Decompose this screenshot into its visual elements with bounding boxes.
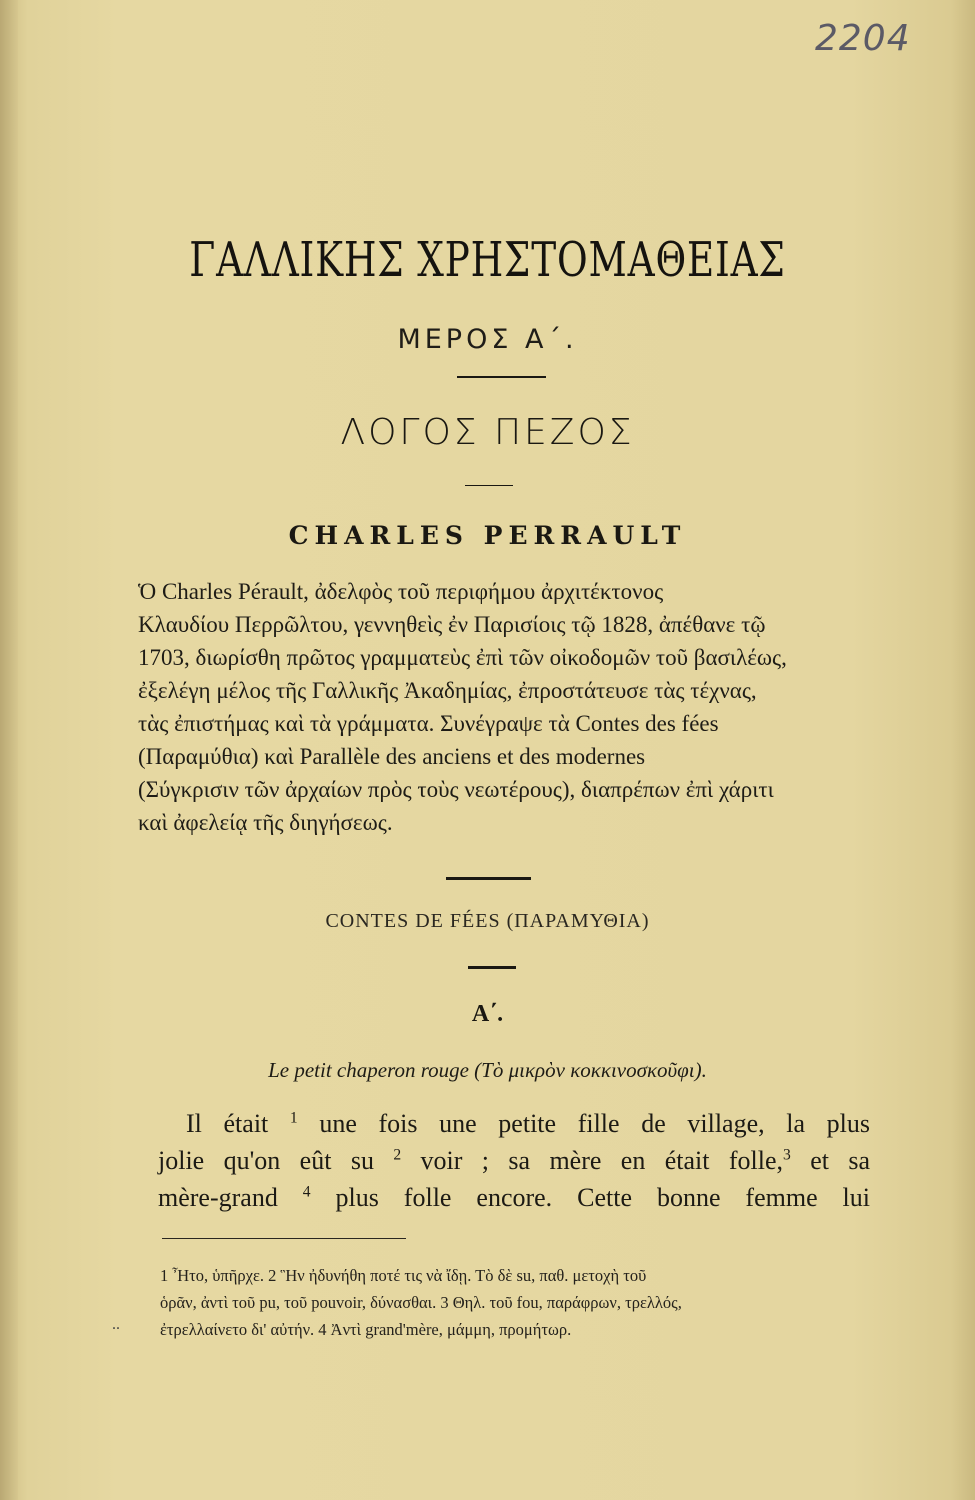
divider-rule-2 xyxy=(465,485,513,486)
divider-rule-1 xyxy=(457,376,546,378)
story-segment: une fois une petite fille de village, la plus xyxy=(297,1109,870,1138)
story-segment: et sa xyxy=(790,1146,871,1175)
footnote-ref: 2 xyxy=(393,1146,402,1164)
bio-line: 1703, διωρίσθη πρῶτος γραμματεὺς ἐπὶ τῶν οἰκοδομῶν τοῦ βασιλέως, xyxy=(138,645,787,670)
story-line xyxy=(158,1179,870,1216)
author-biography xyxy=(138,575,863,839)
bio-line: καὶ ἀφελείᾳ τῆς διηγήσεως. xyxy=(138,810,393,835)
footnote-ref: 1 xyxy=(289,1109,298,1127)
story-segment: Il était xyxy=(186,1109,269,1138)
bio-line: Ὁ Charles Pérault, ἀδελφὸς τοῦ περιφήμου ἀρχιτέκτονος xyxy=(138,579,664,604)
book-title: ΓΑΛΛΙΚΗΣ ΧΡΗΣΤΟΜΑΘΕΙΑΣ xyxy=(189,232,786,288)
story-text xyxy=(158,1105,870,1216)
bio-line: (Σύγκρισιν τῶν ἀρχαίων πρὸς τοὺς νεωτέρους), διαπρέπων ἐπὶ χάριτι xyxy=(138,777,774,802)
story-segment: jolie qu'on eût su xyxy=(158,1146,374,1175)
bio-line: ἐξελέγη μέλος τῆς Γαλλικῆς Ἀκαδημίας, ἐπροστάτευσε τὰς τέχνας, xyxy=(138,678,757,703)
bio-line: τὰς ἐπιστήμας καὶ τὰ γράμματα. Συνέγραψε τὰ Contes des fées xyxy=(138,711,719,736)
margin-mark: .. xyxy=(112,1316,120,1333)
footnote-line: ἐτρελλαίνετο δι' αὐτήν. 4 Ἀντὶ grand'mère, μάμμη, προμήτωρ. xyxy=(160,1320,572,1339)
story-line xyxy=(158,1105,870,1142)
part-heading: ΜΕΡΟΣ Α΄. xyxy=(397,324,578,355)
story-segment: voir ; sa mère en était folle, xyxy=(401,1146,784,1175)
story-title: Le petit chaperon rouge (Τὸ μικρὸν κοκκινοσκοῦφι). xyxy=(268,1058,707,1082)
bio-line: (Παραμύθια) καὶ Parallèle des anciens et des modernes xyxy=(138,744,646,769)
page-spine-shadow xyxy=(0,0,18,1500)
story-number: Α΄. xyxy=(471,1001,504,1027)
contes-heading: CONTES DE FÉES (ΠΑΡΑΜΥΘΙΑ) xyxy=(325,910,650,932)
author-heading: CHARLES PERRAULT xyxy=(288,521,687,550)
footnote-ref: 4 xyxy=(302,1183,311,1201)
footnote-line: ὁρᾶν, ἀντὶ τοῦ pu, τοῦ pouvoir, δύνασθαι. 3 Θηλ. τοῦ fou, παράφρων, τρελλός, xyxy=(160,1293,682,1312)
divider-rule-4 xyxy=(468,966,516,969)
footnote-ref: 3 xyxy=(783,1146,791,1164)
story-segment: mère-grand xyxy=(158,1183,278,1212)
handwritten-shelfmark: 2204 xyxy=(815,18,911,59)
page-edge-shadow xyxy=(951,0,975,1500)
footnotes xyxy=(160,1262,875,1343)
story-line xyxy=(158,1142,870,1179)
footnote-line: 1 Ἦτο, ὑπῆρχε. 2 Ἣν ἠδυνήθη ποτέ τις νὰ ἴδῃ. Τὸ δὲ su, παθ. μετοχὴ τοῦ xyxy=(160,1266,647,1285)
section-heading: ΛΟΓΟΣ ΠΕΖΟΣ xyxy=(340,412,635,453)
divider-rule-3 xyxy=(446,877,531,880)
footnote-rule xyxy=(162,1238,406,1239)
bio-line: Κλαυδίου Περρῶλτου, γεννηθεὶς ἐν Παρισίοις τῷ 1828, ἀπέθανε τῷ xyxy=(138,612,766,637)
story-segment: plus folle encore. Cette bonne femme lui xyxy=(310,1183,871,1212)
